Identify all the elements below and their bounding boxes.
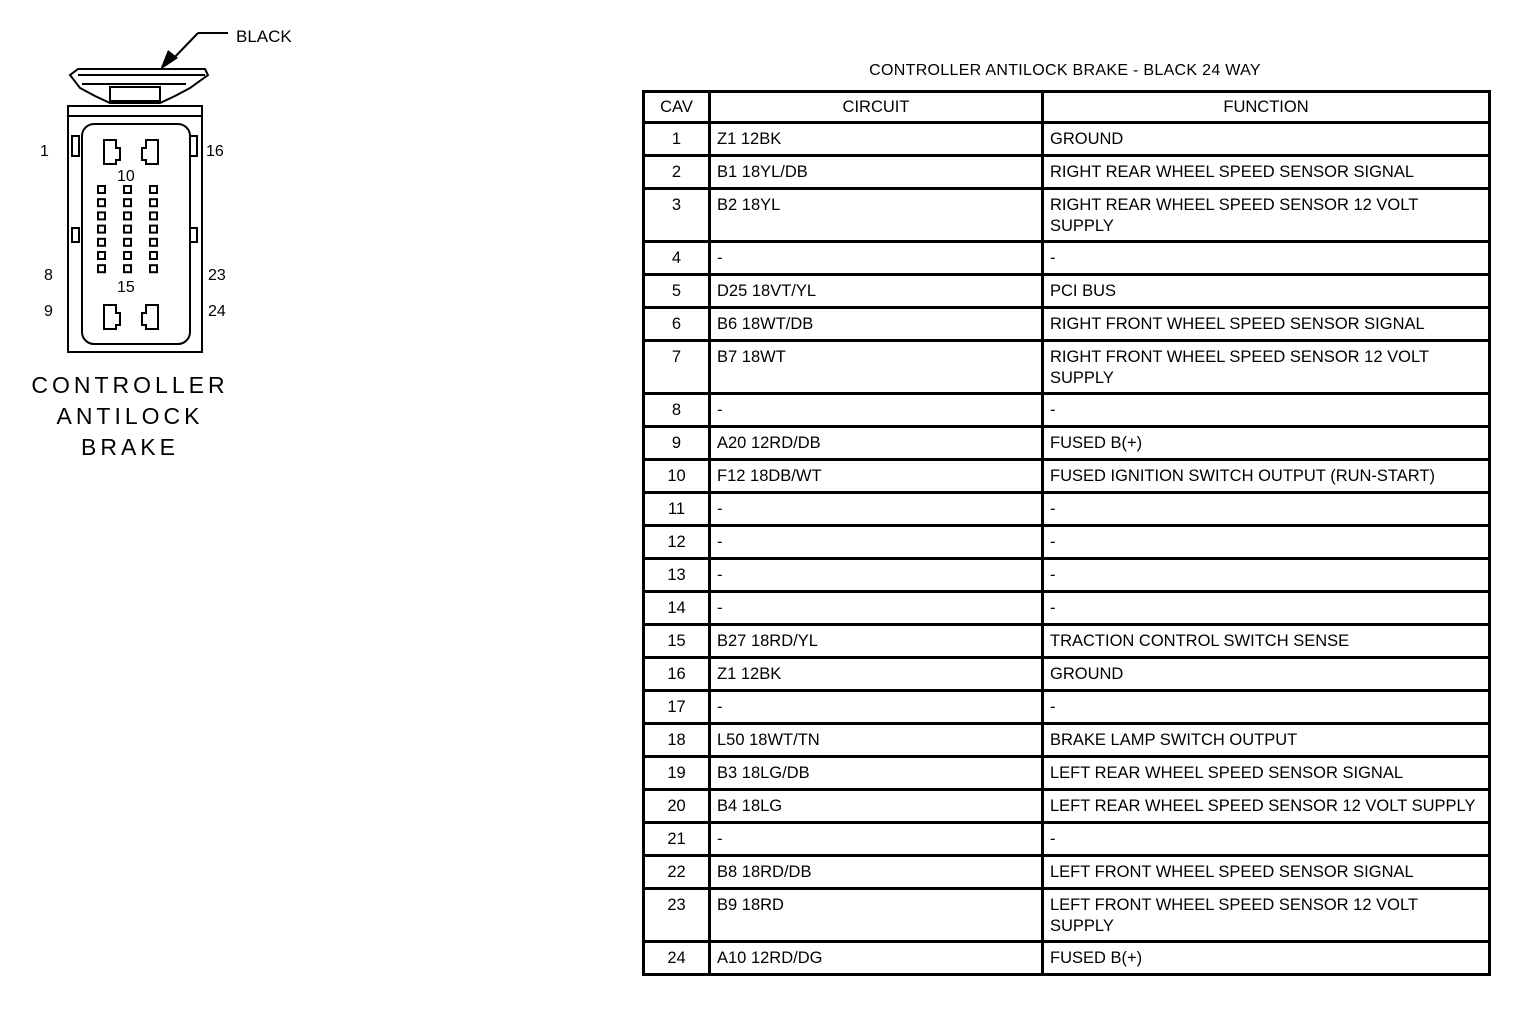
small-cavity bbox=[98, 226, 105, 233]
table-row bbox=[644, 493, 1490, 526]
circuit-cell: Z1 12BK bbox=[710, 658, 1043, 691]
callout-arrowhead bbox=[160, 50, 178, 70]
function-cell: - bbox=[1043, 394, 1490, 427]
function-cell: - bbox=[1043, 592, 1490, 625]
table-row bbox=[644, 724, 1490, 757]
function-cell: GROUND bbox=[1043, 658, 1490, 691]
table-row bbox=[644, 156, 1490, 189]
circuit-cell: B7 18WT bbox=[710, 341, 1043, 394]
function-cell: TRACTION CONTROL SWITCH SENSE bbox=[1043, 625, 1490, 658]
small-cavity bbox=[150, 212, 157, 219]
cav-cell: 16 bbox=[644, 658, 710, 691]
circuit-cell: A10 12RD/DG bbox=[710, 942, 1043, 975]
circuit-cell: B3 18LG/DB bbox=[710, 757, 1043, 790]
function-cell: LEFT REAR WHEEL SPEED SENSOR 12 VOLT SUPPLY bbox=[1043, 790, 1490, 823]
cav-cell: 11 bbox=[644, 493, 710, 526]
function-cell: FUSED B(+) bbox=[1043, 427, 1490, 460]
small-cavity bbox=[124, 186, 131, 193]
large-cavity-24 bbox=[142, 305, 158, 329]
table-row bbox=[644, 691, 1490, 724]
table-row bbox=[644, 889, 1490, 942]
table-row bbox=[644, 275, 1490, 308]
cav-cell: 24 bbox=[644, 942, 710, 975]
circuit-cell: B4 18LG bbox=[710, 790, 1043, 823]
large-cavity-16 bbox=[142, 140, 158, 164]
circuit-cell: - bbox=[710, 493, 1043, 526]
table-row bbox=[644, 823, 1490, 856]
header-cav: CAV bbox=[644, 92, 710, 123]
function-cell: - bbox=[1043, 691, 1490, 724]
table-row bbox=[644, 790, 1490, 823]
table-row bbox=[644, 308, 1490, 341]
pinout-table-body bbox=[644, 123, 1490, 975]
small-cavity bbox=[98, 265, 105, 272]
table-row bbox=[644, 559, 1490, 592]
table-row bbox=[644, 526, 1490, 559]
function-cell: LEFT FRONT WHEEL SPEED SENSOR SIGNAL bbox=[1043, 856, 1490, 889]
pin-label-16: 16 bbox=[206, 143, 224, 160]
table-row bbox=[644, 757, 1490, 790]
table-row bbox=[644, 394, 1490, 427]
cav-cell: 17 bbox=[644, 691, 710, 724]
small-cavity bbox=[124, 265, 131, 272]
pin-label-9: 9 bbox=[44, 303, 53, 320]
function-cell: - bbox=[1043, 526, 1490, 559]
pin-label-15: 15 bbox=[117, 279, 135, 296]
pin-label-1: 1 bbox=[40, 143, 49, 160]
circuit-cell: B1 18YL/DB bbox=[710, 156, 1043, 189]
large-cavity-1 bbox=[104, 140, 120, 164]
table-title: CONTROLLER ANTILOCK BRAKE - BLACK 24 WAY bbox=[869, 62, 1261, 79]
cav-cell: 22 bbox=[644, 856, 710, 889]
function-cell: RIGHT REAR WHEEL SPEED SENSOR SIGNAL bbox=[1043, 156, 1490, 189]
cav-cell: 3 bbox=[644, 189, 710, 242]
function-cell: GROUND bbox=[1043, 123, 1490, 156]
circuit-cell: B2 18YL bbox=[710, 189, 1043, 242]
cav-cell: 5 bbox=[644, 275, 710, 308]
pin-label-24: 24 bbox=[208, 303, 226, 320]
cav-cell: 1 bbox=[644, 123, 710, 156]
function-cell: - bbox=[1043, 493, 1490, 526]
function-cell: LEFT REAR WHEEL SPEED SENSOR SIGNAL bbox=[1043, 757, 1490, 790]
cav-cell: 6 bbox=[644, 308, 710, 341]
connector-label-line-1: CONTROLLER bbox=[31, 372, 229, 398]
circuit-cell: D25 18VT/YL bbox=[710, 275, 1043, 308]
circuit-cell: B27 18RD/YL bbox=[710, 625, 1043, 658]
function-cell: PCI BUS bbox=[1043, 275, 1490, 308]
table-row bbox=[644, 427, 1490, 460]
cav-cell: 20 bbox=[644, 790, 710, 823]
large-cavity-9 bbox=[104, 305, 120, 329]
cav-cell: 19 bbox=[644, 757, 710, 790]
function-cell: BRAKE LAMP SWITCH OUTPUT bbox=[1043, 724, 1490, 757]
cav-cell: 4 bbox=[644, 242, 710, 275]
table-header-row bbox=[644, 92, 1490, 123]
function-cell: RIGHT FRONT WHEEL SPEED SENSOR 12 VOLT SUPPLY bbox=[1043, 341, 1490, 394]
cav-cell: 7 bbox=[644, 341, 710, 394]
connector-label-line-2: ANTILOCK bbox=[56, 403, 204, 429]
circuit-cell: - bbox=[710, 823, 1043, 856]
pin-label-23: 23 bbox=[208, 267, 226, 284]
cav-cell: 12 bbox=[644, 526, 710, 559]
small-cavity bbox=[150, 239, 157, 246]
cav-cell: 13 bbox=[644, 559, 710, 592]
small-cavity bbox=[98, 252, 105, 259]
function-cell: FUSED IGNITION SWITCH OUTPUT (RUN-START) bbox=[1043, 460, 1490, 493]
table-row bbox=[644, 942, 1490, 975]
small-cavity bbox=[150, 265, 157, 272]
circuit-cell: L50 18WT/TN bbox=[710, 724, 1043, 757]
circuit-cell: B8 18RD/DB bbox=[710, 856, 1043, 889]
cav-cell: 8 bbox=[644, 394, 710, 427]
small-cavity-grid bbox=[98, 186, 157, 272]
table-row bbox=[644, 242, 1490, 275]
function-cell: - bbox=[1043, 823, 1490, 856]
pin-label-8: 8 bbox=[44, 267, 53, 284]
function-cell: - bbox=[1043, 559, 1490, 592]
connector-outer-shell bbox=[68, 106, 202, 352]
small-cavity bbox=[124, 252, 131, 259]
function-cell: RIGHT REAR WHEEL SPEED SENSOR 12 VOLT SUPPLY bbox=[1043, 189, 1490, 242]
small-cavity bbox=[150, 252, 157, 259]
pinout-table bbox=[642, 90, 1491, 976]
header-function: FUNCTION bbox=[1043, 92, 1490, 123]
small-cavity bbox=[150, 226, 157, 233]
pin-label-10: 10 bbox=[117, 168, 135, 185]
cav-cell: 23 bbox=[644, 889, 710, 942]
circuit-cell: - bbox=[710, 526, 1043, 559]
cav-cell: 9 bbox=[644, 427, 710, 460]
circuit-cell: A20 12RD/DB bbox=[710, 427, 1043, 460]
small-cavity bbox=[98, 186, 105, 193]
table-row bbox=[644, 658, 1490, 691]
small-cavity bbox=[98, 199, 105, 206]
small-cavity bbox=[150, 186, 157, 193]
small-cavity bbox=[124, 239, 131, 246]
circuit-cell: - bbox=[710, 242, 1043, 275]
circuit-cell: Z1 12BK bbox=[710, 123, 1043, 156]
table-row bbox=[644, 856, 1490, 889]
table-row bbox=[644, 123, 1490, 156]
table-row bbox=[644, 625, 1490, 658]
small-cavity bbox=[124, 199, 131, 206]
circuit-cell: - bbox=[710, 394, 1043, 427]
small-cavity bbox=[98, 212, 105, 219]
circuit-cell: F12 18DB/WT bbox=[710, 460, 1043, 493]
header-circuit: CIRCUIT bbox=[710, 92, 1043, 123]
circuit-cell: - bbox=[710, 559, 1043, 592]
connector-inner-face bbox=[82, 124, 190, 344]
small-cavity bbox=[98, 239, 105, 246]
small-cavity bbox=[124, 212, 131, 219]
function-cell: RIGHT FRONT WHEEL SPEED SENSOR SIGNAL bbox=[1043, 308, 1490, 341]
color-callout-text: BLACK bbox=[236, 27, 292, 46]
table-row bbox=[644, 189, 1490, 242]
circuit-cell: - bbox=[710, 592, 1043, 625]
small-cavity bbox=[150, 199, 157, 206]
function-cell: LEFT FRONT WHEEL SPEED SENSOR 12 VOLT SUPPLY bbox=[1043, 889, 1490, 942]
function-cell: FUSED B(+) bbox=[1043, 942, 1490, 975]
circuit-cell: - bbox=[710, 691, 1043, 724]
table-row bbox=[644, 341, 1490, 394]
cav-cell: 10 bbox=[644, 460, 710, 493]
table-row bbox=[644, 592, 1490, 625]
cav-cell: 14 bbox=[644, 592, 710, 625]
table-row bbox=[644, 460, 1490, 493]
function-cell: - bbox=[1043, 242, 1490, 275]
cav-cell: 15 bbox=[644, 625, 710, 658]
connector-label-line-3: BRAKE bbox=[81, 434, 179, 460]
cav-cell: 21 bbox=[644, 823, 710, 856]
circuit-cell: B6 18WT/DB bbox=[710, 308, 1043, 341]
cav-cell: 2 bbox=[644, 156, 710, 189]
circuit-cell: B9 18RD bbox=[710, 889, 1043, 942]
cav-cell: 18 bbox=[644, 724, 710, 757]
small-cavity bbox=[124, 226, 131, 233]
